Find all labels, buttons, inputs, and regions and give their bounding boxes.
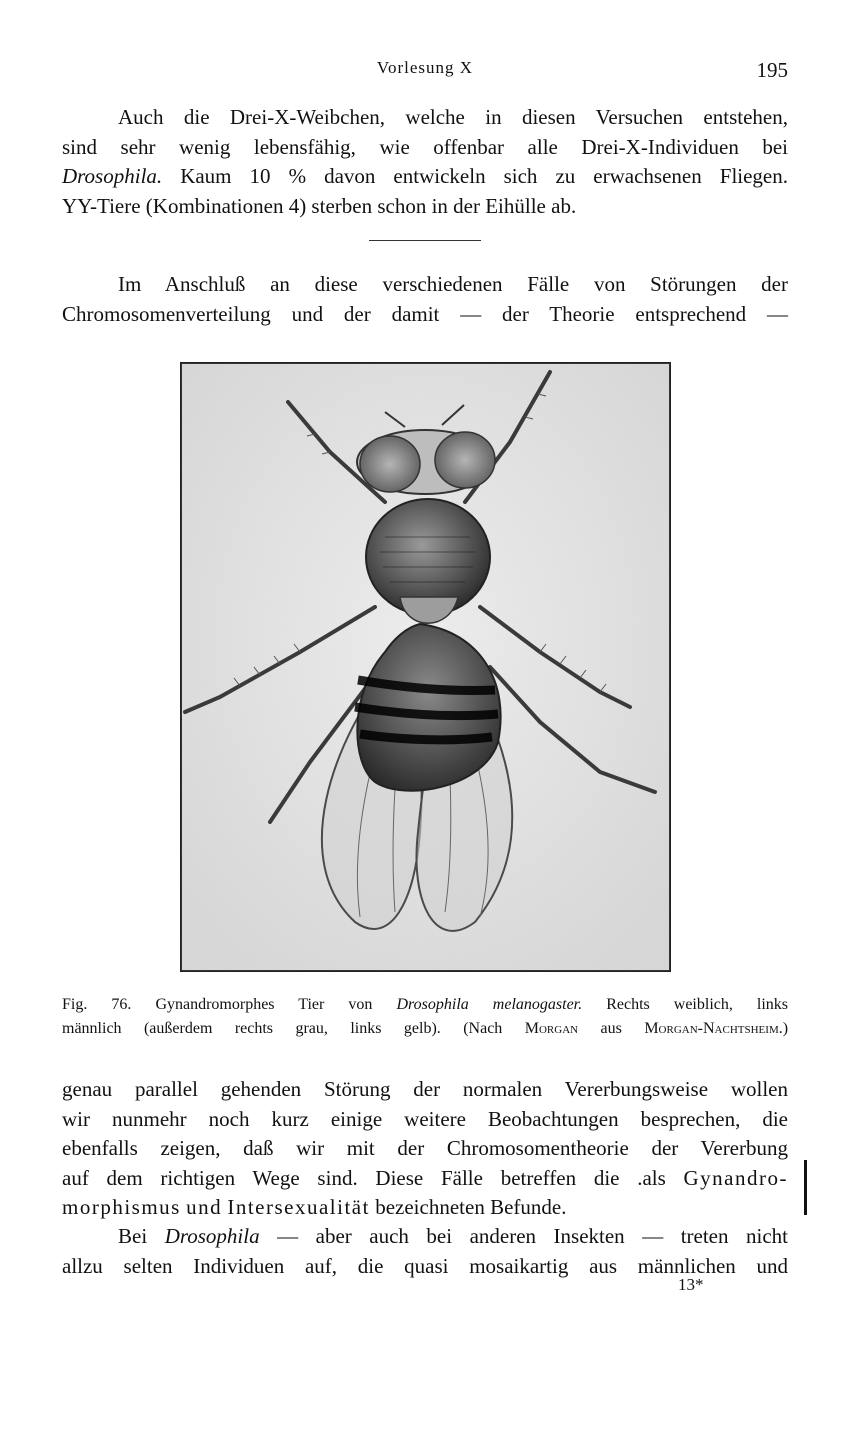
species-name: Drosophila melanogaster. xyxy=(396,996,583,1013)
text-line: auf dem richtigen Wege sind. Diese Fälle betreffen die .als Gynandro- xyxy=(62,1165,788,1190)
text-line: ebenfalls zeigen, daß wir mit der Chromosomentheorie der Vererbung xyxy=(62,1136,788,1160)
text-line: YY-Tiere (Kombinationen 4) sterben schon in der Eihülle ab. xyxy=(62,193,577,218)
author-name: Morgan xyxy=(524,1020,579,1037)
paragraph-4 xyxy=(62,1222,788,1281)
caption-line: männlich (außerdem rechts grau, links gelb). (Nach Morgan aus Morgan-Nachtsheim.) xyxy=(62,1020,789,1037)
species-name: Drosophila xyxy=(164,1224,260,1248)
text-line: genau parallel gehenden Störung der normalen Vererbungsweise wollen xyxy=(62,1077,788,1101)
text-line: Auch die Drei-X-Weibchen, welche in diesen Versuchen entstehen, xyxy=(118,105,788,129)
author-name: Morgan-Nachtsheim. xyxy=(644,1020,783,1037)
text-line: Bei Drosophila — aber auch bei anderen Insekten — treten nicht xyxy=(118,1224,789,1248)
signature-mark: 13* xyxy=(678,1275,704,1294)
text-line: Chromosomenverteilung und der damit — der Theorie entsprechend — xyxy=(62,301,788,326)
text-line: Im Anschluß an diese verschiedenen Fälle von Störungen der xyxy=(118,272,788,296)
caption-line: Fig. 76. Gynandromorphes Tier von Drosophila melanogaster. Rechts weiblich, links xyxy=(62,996,789,1013)
page-number: 195 xyxy=(756,58,788,82)
chapter-title: Vorlesung X xyxy=(376,58,474,77)
margin-mark xyxy=(804,1160,807,1215)
text-line: allzu selten Individuen auf, die quasi mosaikartig aus männlichen und xyxy=(62,1253,788,1278)
text-line: morphismus und Intersexualität bezeichneten Befunde. xyxy=(62,1195,567,1219)
species-name: Drosophila. xyxy=(62,164,163,188)
figure-caption xyxy=(62,993,788,1041)
text-line: wir nunmehr noch kurz einige weitere Beobachtungen besprechen, die xyxy=(62,1106,788,1131)
drosophila-drawing xyxy=(180,362,671,972)
text-line: sind sehr wenig lebensfähig, wie offenbar alle Drei-X-Individuen bei xyxy=(62,134,788,159)
text-line: Drosophila. Kaum 10 % davon entwickeln sich zu erwachsenen Fliegen. xyxy=(62,164,788,188)
fly-illustration xyxy=(180,362,671,972)
paragraph-2 xyxy=(62,270,788,329)
section-divider xyxy=(369,240,481,241)
paragraph-1 xyxy=(62,103,788,221)
running-head xyxy=(62,58,788,86)
paragraph-3 xyxy=(62,1075,788,1223)
